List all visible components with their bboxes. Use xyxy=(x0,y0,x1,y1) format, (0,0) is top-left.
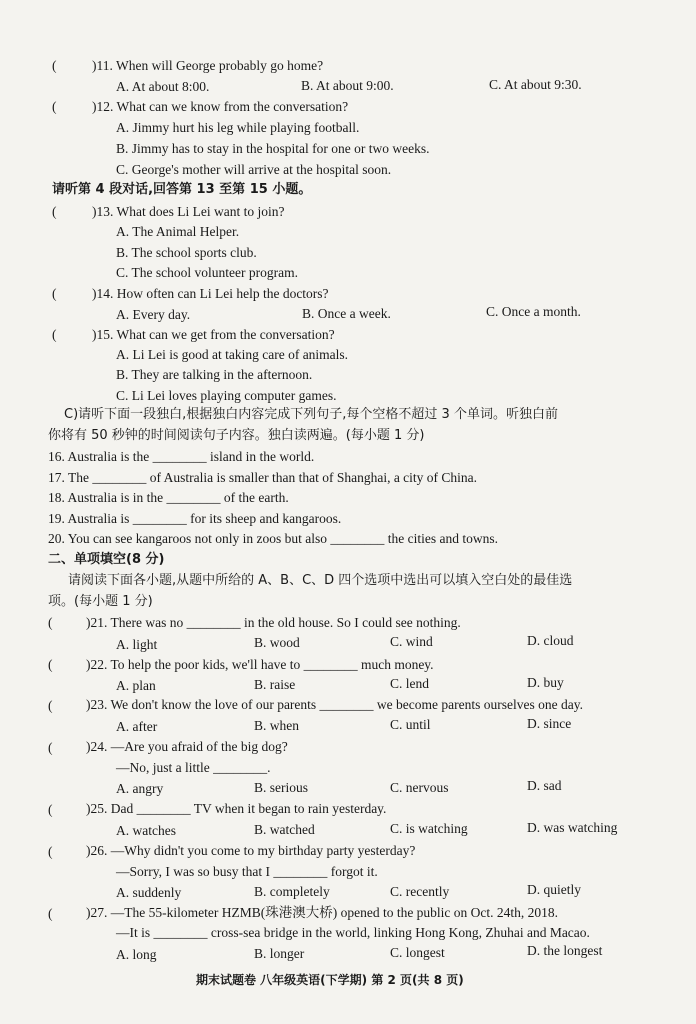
q25-paren: ( xyxy=(48,802,53,817)
q14-paren: ( xyxy=(52,286,57,301)
q24-option-d: D. sad xyxy=(527,778,562,793)
q21-option-a: A. light xyxy=(116,637,158,652)
q27-paren: ( xyxy=(48,906,53,921)
blank-16: 16. Australia is the ________ island in the world. xyxy=(48,449,315,464)
q13-option-c: C. The school volunteer program. xyxy=(116,265,298,280)
q24-paren: ( xyxy=(48,740,53,755)
blank-20: 20. You can see kangaroos not only in zoos but also ________ the cities and towns. xyxy=(48,531,498,546)
blank-17: 17. The ________ of Australia is smaller than that of Shanghai, a city of China. xyxy=(48,470,478,485)
q25-option-a: A. watches xyxy=(116,823,176,838)
q21-stem: )21. There was no ________ in the old house. So I could see nothing. xyxy=(86,615,461,630)
blank-18: 18. Australia is in the ________ of the earth. xyxy=(48,490,289,505)
partc-instruction-line2: 你将有 50 秒钟的时间阅读句子内容。独白读两遍。(每小题 1 分) xyxy=(48,428,425,443)
q27-option-c: C. longest xyxy=(390,945,445,960)
q14-stem: )14. How often can Li Lei help the doctors? xyxy=(92,286,329,301)
q11-stem: )11. When will George probably go home? xyxy=(92,58,324,73)
q23-option-b: B. when xyxy=(254,718,299,733)
q27-option-d: D. the longest xyxy=(527,943,603,958)
q24-option-c: C. nervous xyxy=(390,780,449,795)
q22-option-c: C. lend xyxy=(390,676,429,691)
q26-stem-line2: —Sorry, I was so busy that I ________ forgot it. xyxy=(116,864,378,879)
q23-option-c: C. until xyxy=(390,717,431,732)
q12-paren: ( xyxy=(52,99,57,114)
q12-option-a: A. Jimmy hurt his leg while playing football. xyxy=(116,120,360,135)
q13-paren: ( xyxy=(52,204,57,219)
q26-paren: ( xyxy=(48,844,53,859)
q27-stem-line2: —It is ________ cross-sea bridge in the world, linking Hong Kong, Zhuhai and Macao. xyxy=(116,925,590,940)
q11-option-b: B. At about 9:00. xyxy=(301,78,394,93)
q25-option-c: C. is watching xyxy=(390,821,468,836)
q14-option-c: C. Once a month. xyxy=(486,304,581,319)
q22-option-b: B. raise xyxy=(254,677,296,692)
q13-stem: )13. What does Li Lei want to join? xyxy=(92,204,285,219)
q26-option-c: C. recently xyxy=(390,884,450,899)
page-footer: 期末试题卷 八年级英语(下学期) 第 2 页(共 8 页) xyxy=(196,973,464,987)
q12-option-b: B. Jimmy has to stay in the hospital for one or two weeks. xyxy=(116,141,430,156)
q22-option-d: D. buy xyxy=(527,675,564,690)
q25-stem: )25. Dad ________ TV when it began to rain yesterday. xyxy=(86,801,387,816)
q12-option-c: C. George's mother will arrive at the hospital soon. xyxy=(116,162,392,177)
q25-option-b: B. watched xyxy=(254,822,315,837)
q14-option-a: A. Every day. xyxy=(116,307,191,322)
q12-stem: )12. What can we know from the conversation? xyxy=(92,99,349,114)
q14-option-b: B. Once a week. xyxy=(302,306,391,321)
q11-option-c: C. At about 9:30. xyxy=(489,77,582,92)
q11-option-a: A. At about 8:00. xyxy=(116,79,210,94)
q23-option-d: D. since xyxy=(527,716,572,731)
q24-option-b: B. serious xyxy=(254,780,308,795)
q27-option-b: B. longer xyxy=(254,946,305,961)
q27-stem: )27. —The 55-kilometer HZMB(珠港澳大桥) opened to the public on Oct. 24th, 2018. xyxy=(86,905,559,920)
q13-option-a: A. The Animal Helper. xyxy=(116,224,240,239)
q26-option-b: B. completely xyxy=(254,884,330,899)
q23-stem: )23. We don't know the love of our parents ________ we become parents ourselves one day. xyxy=(86,697,583,712)
blank-19: 19. Australia is ________ for its sheep and kangaroos. xyxy=(48,511,342,526)
q22-option-a: A. plan xyxy=(116,678,156,693)
q15-option-c: C. Li Lei loves playing computer games. xyxy=(116,388,337,403)
section2-heading: 二、单项填空(8 分) xyxy=(48,552,165,567)
q15-stem: )15. What can we get from the conversation? xyxy=(92,327,335,342)
section2-instruction-line2: 项。(每小题 1 分) xyxy=(48,594,153,609)
q21-option-d: D. cloud xyxy=(527,633,574,648)
q21-option-c: C. wind xyxy=(390,634,433,649)
q22-paren: ( xyxy=(48,657,53,672)
q22-stem: )22. To help the poor kids, we'll have to ________ much money. xyxy=(86,657,434,672)
q21-paren: ( xyxy=(48,615,53,630)
q27-option-a: A. long xyxy=(116,947,157,962)
q11-paren: ( xyxy=(52,58,57,73)
q15-option-a: A. Li Lei is good at taking care of animals. xyxy=(116,347,349,362)
q24-stem: )24. —Are you afraid of the big dog? xyxy=(86,739,288,754)
q13-option-b: B. The school sports club. xyxy=(116,245,257,260)
section2-instruction-line1: 请阅读下面各小题,从题中所给的 A、B、C、D 四个选项中选出可以填入空白处的最佳选 xyxy=(68,573,573,588)
q25-option-d: D. was watching xyxy=(527,820,618,835)
q26-option-d: D. quietly xyxy=(527,882,581,897)
section4-instruction: 请听第 4 段对话,回答第 13 至第 15 小题。 xyxy=(52,182,312,197)
q23-paren: ( xyxy=(48,698,53,713)
q26-option-a: A. suddenly xyxy=(116,885,182,900)
q15-option-b: B. They are talking in the afternoon. xyxy=(116,367,313,382)
q24-stem-line2: —No, just a little ________. xyxy=(116,760,271,775)
q21-option-b: B. wood xyxy=(254,635,300,650)
q24-option-a: A. angry xyxy=(116,781,164,796)
q26-stem: )26. —Why didn't you come to my birthday party yesterday? xyxy=(86,843,416,858)
q23-option-a: A. after xyxy=(116,719,158,734)
partc-instruction-line1: C)请听下面一段独白,根据独白内容完成下列句子,每个空格不超过 3 个单词。听独白前 xyxy=(64,407,558,422)
q15-paren: ( xyxy=(52,327,57,342)
